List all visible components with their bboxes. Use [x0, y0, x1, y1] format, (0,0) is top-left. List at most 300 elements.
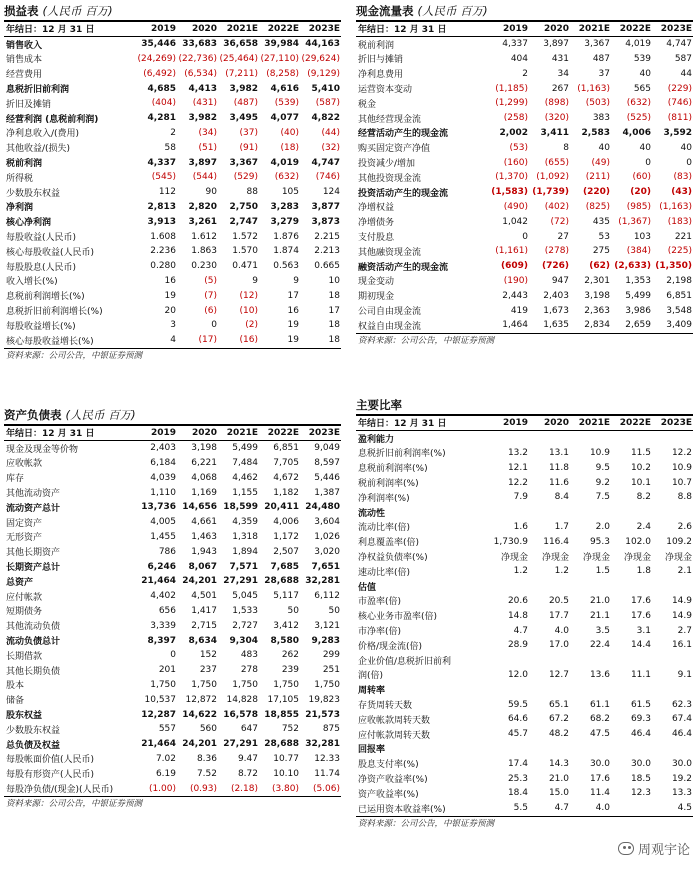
table-row [356, 756, 693, 771]
row-value: 14,622 [182, 709, 217, 720]
row-value: 1,750 [232, 679, 258, 690]
row-value: 1,894 [232, 546, 258, 557]
header-year: 2023E [660, 23, 692, 34]
row-value: 20,411 [264, 502, 299, 513]
row-value: (1,185) [495, 83, 528, 94]
row-value: (1,163) [659, 201, 692, 212]
row-label: 少数股东权益 [6, 725, 61, 736]
row-label: 股本 [6, 681, 25, 692]
row-value: 2,583 [581, 127, 610, 138]
row-label: 价格/现金流(倍) [358, 641, 423, 652]
header-year: 2022E [267, 23, 299, 34]
row-value: 10,537 [144, 694, 176, 705]
row-label: 无形资产 [6, 533, 43, 544]
row-value: (20) [630, 187, 651, 198]
row-value: 1,943 [191, 546, 217, 557]
row-value: 2 [522, 68, 528, 79]
row-value: 1.608 [150, 231, 176, 242]
table-row [356, 682, 693, 697]
row-value: (404) [151, 98, 176, 109]
row-value: (160) [503, 157, 528, 168]
table-row [4, 96, 341, 111]
row-value: (258) [503, 113, 528, 124]
row-label: 净资产收益率(%) [358, 775, 428, 786]
row-label: 息税前利润率(%) [358, 464, 428, 475]
row-value: (320) [544, 113, 569, 124]
row-value: (62) [589, 261, 610, 272]
row-value: 1,455 [150, 531, 176, 542]
row-value: 46.4 [671, 729, 692, 740]
row-value: 3,897 [188, 157, 217, 168]
header-label: 年结日：12 月 31 日 [358, 25, 447, 36]
table-row [356, 96, 693, 111]
row-value: 8,397 [147, 635, 176, 646]
row-value: 48.2 [548, 729, 569, 740]
table-row [356, 81, 693, 96]
row-label: 息税前利润增长(%) [6, 292, 85, 303]
row-value: 18.5 [630, 773, 651, 784]
row-value: 14.4 [630, 640, 651, 651]
table-row [356, 303, 693, 318]
row-value: 2.215 [314, 231, 340, 242]
row-value: 8,067 [188, 561, 217, 572]
panel-title [4, 2, 341, 20]
row-value: 12,872 [185, 694, 217, 705]
row-label: 息税折旧前利润增长(%) [6, 307, 103, 318]
table-row [356, 727, 693, 742]
header-year: 2021E [578, 23, 610, 34]
table-row [356, 244, 693, 259]
row-value: 19 [164, 290, 176, 301]
row-value: (1,299) [495, 98, 528, 109]
row-label: 其他流动负债 [6, 622, 61, 633]
row-value: 10.7 [671, 477, 692, 488]
row-value: (49) [591, 157, 610, 168]
row-value: 9.2 [595, 477, 610, 488]
row-value: (17) [198, 335, 217, 346]
row-value: 7.52 [196, 768, 217, 779]
row-value: 11.1 [630, 669, 651, 680]
row-value: (6) [204, 305, 217, 316]
header-year: 2022E [619, 417, 651, 428]
row-value: 12.3 [630, 788, 651, 799]
row-value: 2,363 [584, 305, 610, 316]
row-value: 6,246 [147, 561, 176, 572]
row-label: 总负债及权益 [6, 740, 61, 751]
row-value: 58 [164, 142, 176, 153]
table-row [356, 229, 693, 244]
row-value: (431) [192, 98, 217, 109]
panel-title-text: 损益表 [4, 4, 39, 18]
row-value: 875 [322, 724, 340, 735]
row-value: 21.1 [589, 610, 610, 621]
row-label: 其他投资现金流 [358, 173, 422, 184]
row-value: 88 [246, 187, 258, 198]
table-row [356, 579, 693, 594]
row-value: (539) [274, 98, 299, 109]
row-value: (183) [667, 216, 692, 227]
row-value: 4,019 [270, 157, 299, 168]
row-value: 1.876 [273, 231, 299, 242]
row-label: 收入增长(%) [6, 277, 58, 288]
row-value: (7,211) [225, 68, 258, 79]
row-label: 市盈率(倍) [358, 597, 402, 608]
row-value: 262 [281, 650, 299, 661]
row-value: 28,688 [264, 739, 299, 750]
row-value: 1,730.9 [493, 536, 528, 547]
row-value: 5,045 [232, 591, 258, 602]
row-value: 2,301 [584, 275, 610, 286]
row-value: 11.74 [314, 768, 340, 779]
row-value: (22,736) [178, 53, 217, 64]
row-value: (29,624) [301, 53, 340, 64]
row-value: 565 [633, 83, 651, 94]
row-value: (211) [585, 172, 610, 183]
row-value: 237 [199, 665, 217, 676]
row-value: (898) [544, 98, 569, 109]
row-label: 经营费用 [6, 70, 43, 81]
table-row [4, 737, 341, 752]
row-value: 3,411 [540, 127, 569, 138]
row-label: 税前利润 [358, 40, 395, 51]
row-value: 6,851 [666, 290, 692, 301]
row-value: (825) [585, 201, 610, 212]
row-value: 30.0 [671, 758, 692, 769]
row-value: 4,747 [311, 157, 340, 168]
row-value: 9.5 [595, 462, 610, 473]
header-label: 年结日：12 月 31 日 [6, 429, 95, 440]
table-row [4, 66, 341, 81]
row-value: 4,672 [273, 472, 299, 483]
table-row [4, 274, 341, 289]
row-label: 流动负债总计 [6, 637, 61, 648]
table-row [4, 37, 341, 52]
row-value: 61.1 [589, 699, 610, 710]
row-value: 1.570 [232, 246, 258, 257]
table-row [4, 185, 341, 200]
row-value: 103 [633, 231, 651, 242]
row-value: 17 [328, 305, 340, 316]
row-value: 2.236 [150, 246, 176, 257]
row-value: 10.9 [589, 447, 610, 458]
row-value: 124 [322, 187, 340, 198]
row-value: (1,161) [495, 246, 528, 257]
row-value: (0.93) [189, 783, 217, 794]
row-label: 股东权益 [6, 711, 43, 722]
row-value: 13,736 [141, 502, 176, 513]
row-value: (6,492) [143, 68, 176, 79]
table-row [4, 244, 341, 259]
row-value: 50 [328, 605, 340, 616]
row-value: 12.2 [507, 477, 528, 488]
row-value: 2,750 [229, 201, 258, 212]
row-value: 40 [598, 142, 610, 153]
row-value: (229) [667, 83, 692, 94]
row-value: 61.5 [630, 699, 651, 710]
row-value: 11.4 [589, 788, 610, 799]
table-row [356, 200, 693, 215]
row-value: 4,068 [191, 472, 217, 483]
row-label: 净利息费用 [358, 70, 404, 81]
row-value: 3,548 [666, 305, 692, 316]
row-value: 24,201 [182, 739, 217, 750]
row-value: (655) [544, 157, 569, 168]
row-value: 10.77 [273, 753, 299, 764]
row-label: 现金变动 [358, 277, 395, 288]
row-value: (525) [626, 113, 651, 124]
header-year: 2019 [502, 417, 528, 428]
header-year: 2019 [502, 23, 528, 34]
row-value: 3,877 [311, 201, 340, 212]
row-value: 21.0 [548, 773, 569, 784]
row-value: (43) [671, 187, 692, 198]
row-value: 10.9 [671, 462, 692, 473]
row-value: 7,484 [232, 457, 258, 468]
row-value: (9,129) [307, 68, 340, 79]
row-label: 经营活动产生的现金流 [358, 129, 449, 140]
row-value: 4,402 [150, 591, 176, 602]
row-value: 30.0 [589, 758, 610, 769]
row-value: (83) [673, 172, 692, 183]
row-value: 1.2 [554, 566, 569, 577]
row-value: 8,580 [270, 635, 299, 646]
source-note: 资料来源：公司公告，中银证券预测 [4, 796, 341, 810]
header-year: 2019 [150, 23, 176, 34]
table-row [356, 185, 693, 200]
row-value: 8,634 [188, 635, 217, 646]
row-value: 1.5 [595, 566, 610, 577]
row-value: 1,750 [150, 679, 176, 690]
table-row [4, 485, 341, 500]
header-label: 年结日：12 月 31 日 [358, 419, 447, 430]
row-label: 融资活动产生的现金流 [358, 262, 449, 273]
row-value: (1.00) [148, 783, 176, 794]
row-value: 4,006 [273, 517, 299, 528]
header-year: 2022E [267, 427, 299, 438]
row-value: 12.7 [548, 669, 569, 680]
row-value: 0.665 [314, 261, 340, 272]
row-value: 5,117 [273, 591, 299, 602]
row-value: 3,412 [273, 620, 299, 631]
row-value: 37 [598, 68, 610, 79]
row-value: 18 [328, 290, 340, 301]
table-row [356, 771, 693, 786]
row-value: (2) [245, 320, 258, 331]
row-value: 3,198 [191, 443, 217, 454]
table-row [4, 200, 341, 215]
table-row [4, 333, 341, 348]
row-label: 税前利润率(%) [358, 479, 419, 490]
row-value: 383 [592, 113, 610, 124]
row-value: 1,750 [314, 679, 340, 690]
table-row [356, 475, 693, 490]
row-value: 4,019 [625, 39, 651, 50]
row-value: 8.4 [554, 492, 569, 503]
row-value: 431 [551, 53, 569, 64]
row-value: (587) [315, 98, 340, 109]
row-value: (985) [626, 201, 651, 212]
row-value: 65.1 [548, 699, 569, 710]
table-header-row [356, 22, 693, 37]
row-label: 公司自由现金流 [358, 307, 422, 318]
row-value: 2,403 [150, 443, 176, 454]
row-value: (10) [239, 305, 258, 316]
row-label: 其他长期负债 [6, 666, 61, 677]
row-value: 8.2 [636, 492, 651, 503]
header-year: 2020 [543, 23, 569, 34]
row-value: 16 [164, 275, 176, 286]
row-value: 435 [592, 216, 610, 227]
row-label: 支付股息 [358, 233, 395, 244]
row-value: 69.3 [630, 714, 651, 725]
row-value: 33,683 [182, 39, 217, 50]
row-value: 3,982 [188, 113, 217, 124]
row-value: 419 [510, 305, 528, 316]
row-value: 3,897 [543, 39, 569, 50]
row-value: 18,855 [264, 709, 299, 720]
table-row [4, 500, 341, 515]
row-value: 3,367 [229, 157, 258, 168]
row-value: 275 [592, 246, 610, 257]
row-label: 每股净负债/(现金)(人民币) [6, 785, 114, 796]
table-row [356, 712, 693, 727]
panel-subtitle: (人民币 百万) [65, 408, 136, 422]
row-label: 运营资本变动 [358, 85, 413, 96]
row-value: 10 [328, 275, 340, 286]
row-label: 企业价值/息税折旧前利 [358, 656, 452, 667]
row-value: 6,851 [273, 443, 299, 454]
row-value: 12.1 [507, 462, 528, 473]
table-row [4, 470, 341, 485]
row-value: 17.6 [630, 595, 651, 606]
row-value: 1,750 [191, 679, 217, 690]
row-value: 27,291 [223, 739, 258, 750]
row-value: 30.0 [630, 758, 651, 769]
row-value: 3,409 [666, 320, 692, 331]
row-label: 折旧及摊销 [6, 99, 52, 110]
row-value: 19,823 [308, 694, 340, 705]
row-label: 净权益负债率(%) [358, 553, 428, 564]
row-value: 8.8 [677, 492, 692, 503]
row-label: 其他流动资产 [6, 489, 61, 500]
row-value: 3,986 [625, 305, 651, 316]
table-row [4, 559, 341, 574]
row-value: 4,359 [232, 517, 258, 528]
row-value: 251 [322, 665, 340, 676]
table-row [356, 594, 693, 609]
table-row [356, 564, 693, 579]
row-value: 1,155 [232, 487, 258, 498]
row-value: 0 [645, 157, 651, 168]
row-value: 24,480 [305, 502, 340, 513]
row-value: 299 [322, 650, 340, 661]
row-value: 40 [639, 68, 651, 79]
header-year: 2020 [191, 23, 217, 34]
row-value: (278) [544, 246, 569, 257]
row-value: 17.0 [548, 640, 569, 651]
row-value: 9.1 [677, 669, 692, 680]
row-value: 28.9 [507, 640, 528, 651]
row-label: 周转率 [358, 686, 386, 697]
row-value: 102.0 [625, 536, 651, 547]
row-value: 6,184 [150, 457, 176, 468]
row-value: 14.9 [671, 610, 692, 621]
row-label: 回报率 [358, 745, 386, 756]
row-label: 市净率(倍) [358, 627, 402, 638]
row-value: 4,462 [232, 472, 258, 483]
row-value: 4,006 [622, 127, 651, 138]
row-value: (37) [239, 127, 258, 138]
row-value: 19 [287, 320, 299, 331]
row-label: 折旧与摊销 [358, 55, 404, 66]
row-value: (1,163) [577, 83, 610, 94]
row-value: 14.9 [671, 595, 692, 606]
row-value: 483 [240, 650, 258, 661]
table-row [356, 170, 693, 185]
table-row [4, 530, 341, 545]
row-value: 1,318 [232, 531, 258, 542]
row-value: 25.3 [507, 773, 528, 784]
table-row [4, 692, 341, 707]
row-value: 34 [557, 68, 569, 79]
row-label: 每股收益(人民币) [6, 233, 77, 244]
row-value: (18) [280, 142, 299, 153]
row-value: 3,339 [150, 620, 176, 631]
row-value: 27,291 [223, 576, 258, 587]
row-value: 1,353 [625, 275, 651, 286]
row-value: (2,633) [614, 261, 651, 272]
header-label: 年结日：12 月 31 日 [6, 25, 95, 36]
row-value: 2,813 [147, 201, 176, 212]
row-value: (3.80) [271, 783, 299, 794]
row-label: 净增权益 [358, 203, 395, 214]
table-row [356, 446, 693, 461]
row-value: (746) [315, 172, 340, 183]
table-row [356, 460, 693, 475]
row-value: 1,182 [273, 487, 299, 498]
row-value: 2,507 [273, 546, 299, 557]
row-value: (6,534) [184, 68, 217, 79]
row-label: 储备 [6, 696, 25, 707]
table-row [4, 752, 341, 767]
row-value: 10.10 [273, 768, 299, 779]
row-value: (60) [632, 172, 651, 183]
row-label: 息税折旧前利润 [6, 85, 70, 96]
table-row [356, 801, 693, 816]
row-label: 其他经营现金流 [358, 114, 422, 125]
row-value: 8.72 [237, 768, 258, 779]
row-value: (384) [626, 246, 651, 257]
row-value: 1,110 [150, 487, 176, 498]
row-value: 9,283 [311, 635, 340, 646]
row-value: 13.6 [589, 669, 610, 680]
row-value: 8,597 [314, 457, 340, 468]
row-label: 税前利润 [6, 159, 43, 170]
row-value: 1,042 [502, 216, 528, 227]
row-value: 40 [639, 142, 651, 153]
row-value: 4 [170, 335, 176, 346]
table-row [356, 490, 693, 505]
row-value: 95.3 [589, 536, 610, 547]
row-label: 流动资产总计 [6, 503, 61, 514]
table-row [4, 126, 341, 141]
row-label: 净利润率(%) [358, 493, 410, 504]
table-header-row [4, 22, 341, 37]
row-value: 4,337 [147, 157, 176, 168]
row-value: 17.7 [548, 610, 569, 621]
table-row [4, 81, 341, 96]
row-value: 44,163 [305, 39, 340, 50]
